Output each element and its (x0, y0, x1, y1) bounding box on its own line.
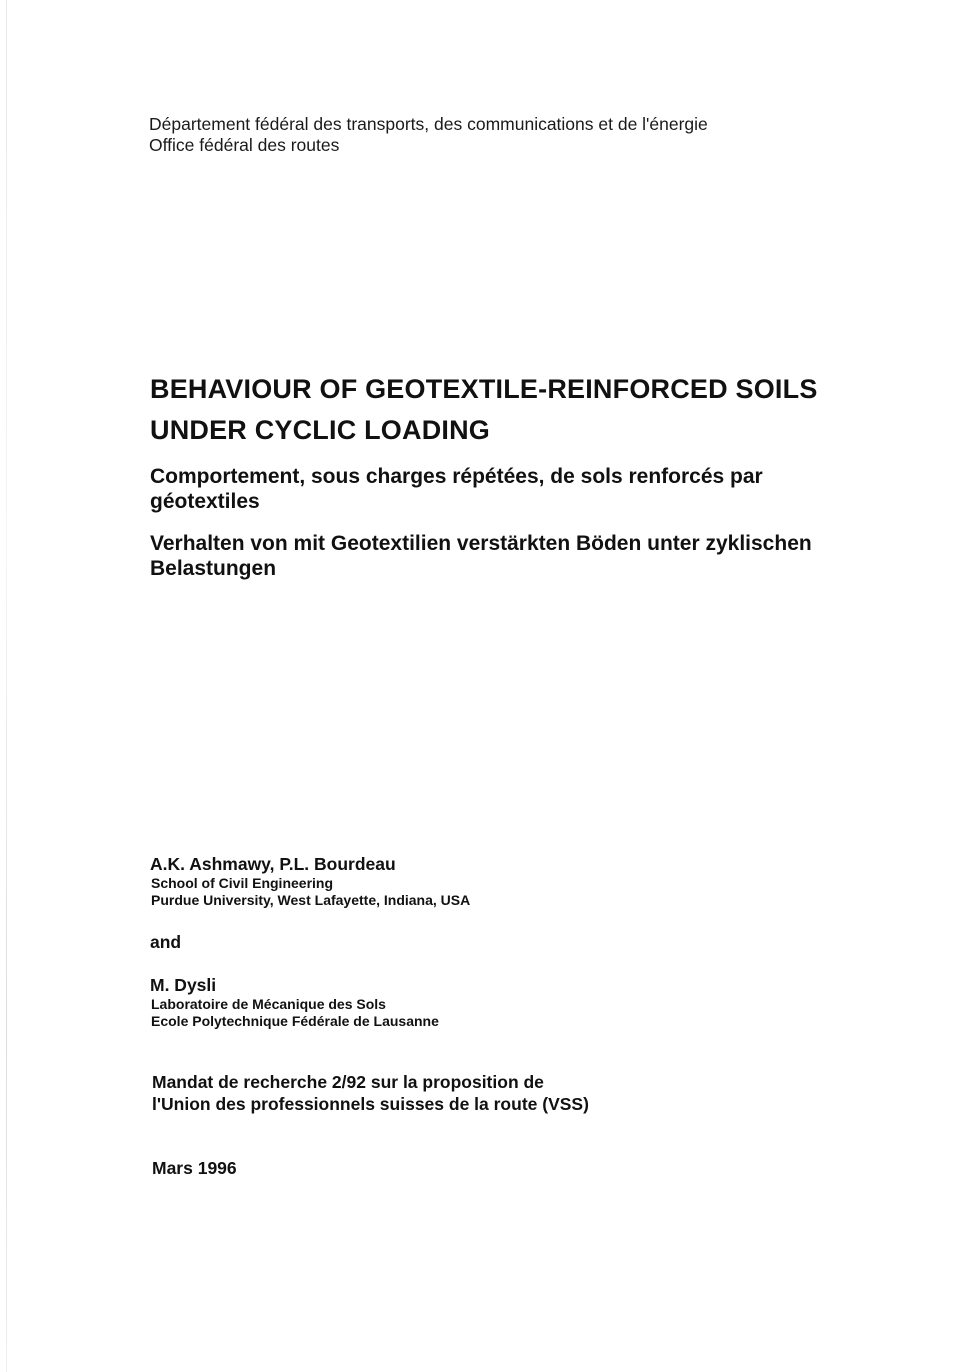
subtitle-de-line-2: Belastungen (150, 557, 277, 580)
title-line-1: BEHAVIOUR OF GEOTEXTILE-REINFORCED SOILS (150, 374, 818, 404)
subtitle-de-line-1: Verhalten von mit Geotextilien verstärkten Böden unter zyklischen (150, 532, 812, 555)
authors-names-2: M. Dysli (150, 975, 217, 995)
authors-affiliation-1b: Purdue University, West Lafayette, Indiana, USA (151, 892, 471, 908)
authors-affiliation-1a: School of Civil Engineering (151, 875, 334, 891)
mandate-line-2: l'Union des professionnels suisses de la route (VSS) (152, 1094, 589, 1114)
publication-date: Mars 1996 (152, 1158, 237, 1178)
authors-affiliation-2b: Ecole Polytechnique Fédérale de Lausanne (151, 1013, 439, 1029)
and-conjunction: and (150, 932, 182, 952)
authors-names-1: A.K. Ashmawy, P.L. Bourdeau (150, 854, 396, 874)
authors-affiliation-2a: Laboratoire de Mécanique des Sols (151, 996, 386, 1012)
subtitle-fr-line-1: Comportement, sous charges répétées, de sols renforcés par (150, 465, 763, 488)
scan-edge-line (6, 0, 7, 1372)
mandate-line-1: Mandat de recherche 2/92 sur la proposition de (152, 1072, 544, 1092)
subtitle-fr-line-2: géotextiles (150, 490, 260, 513)
department-line: Département fédéral des transports, des communications et de l'énergie (149, 114, 708, 134)
title-line-2: UNDER CYCLIC LOADING (150, 415, 490, 445)
office-line: Office fédéral des routes (149, 135, 340, 155)
